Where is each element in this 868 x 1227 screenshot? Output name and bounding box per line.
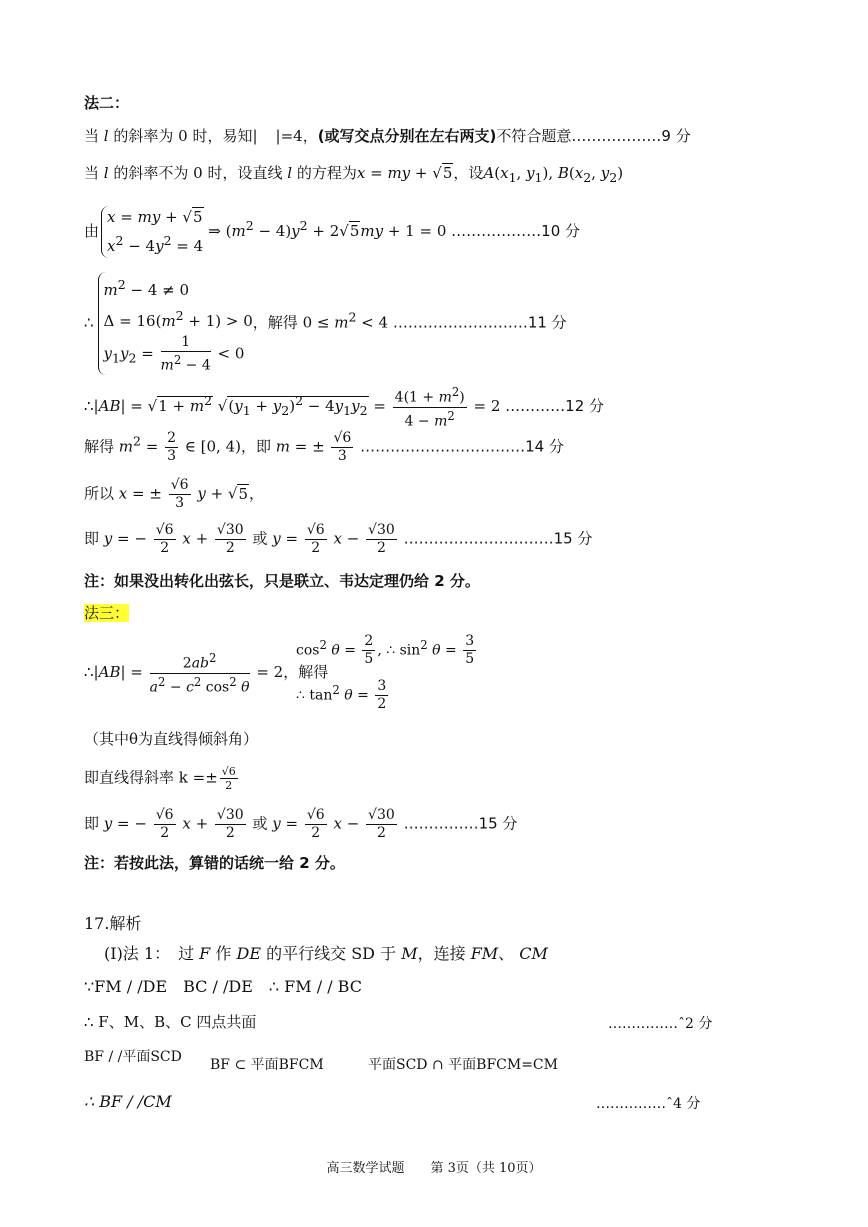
method3-heading: 法三：: [84, 604, 130, 622]
q17-line4c: 平面SCD ∩ 平面BFCM=CM: [368, 1057, 558, 1073]
method2-note: 注：如果没出转化出弦长，只是联立、韦达定理仍给 2 分。: [84, 572, 480, 590]
q17-score2: ……………ˆ2 分: [608, 1016, 713, 1032]
method3-note: 注：若按此法，算错的话统一给 2 分。: [84, 854, 345, 872]
method3-trig-line2: ∴ $\tan^2 \theta$ = $\frac{3}{2}$: [296, 678, 387, 712]
system-line: 由 x = my + √5 $x^2 - 4y^2 = 4$ ⇒ $(m^2 - 4)y^2 + 2√5my + 1 = 0$ ………………10 分: [84, 206, 580, 258]
q17-line1: (I)法 1： 过 F 作 DE 的平行线交 SD 于 M，连接 FM、 CM: [104, 944, 548, 963]
conditions-line: ∴ $m^2 - 4 \ne 0$ $\Delta = 16(m^2 + 1) > 0$ $y_1y_2$ = $\frac{1}{m^2 - 4}$ < 0 ，解得 $0 \le m^2 < 4$ ………………………11 分: [84, 272, 567, 375]
method3-slope-line: 即直线得斜率 k =± $\frac{√6}{2}$: [84, 765, 236, 792]
method3-trig-line1: $\cos^2 \theta$ = $\frac{2}{5}$ , ∴ $\sin^2 \theta$ = $\frac{3}{5}$: [296, 633, 475, 667]
method3-ab-line: ∴|AB| = $\frac{2ab^2}{a^2 - c^2 \cos^2 \theta}$ = 2，解得: [84, 651, 329, 696]
q17-score4: ……………ˆ4 分: [596, 1096, 701, 1112]
method2-line2: 当 l 的斜率不为 0 时，设直线 l 的方程为x = my + √5，设$A(x_1$, $y_1$), $B(x_2$, $y_2$): [84, 164, 624, 185]
method2-heading: 法二：: [84, 94, 130, 112]
q17-line5: ∴ BF / /CM: [84, 1092, 172, 1111]
q17-line3: ∴ F、M、B、C 四点共面: [84, 1013, 257, 1031]
suoyi-line: 所以 x = ± $\frac{√6}{3}$ y + √5，: [84, 477, 265, 511]
method3-paren-note: （其中θ为直线得倾斜角）: [84, 730, 259, 748]
solve-m-line: 解得 $m^2$ = $\frac{2}{3}$ ∈ [0, 4)，即 m = ± $\frac{√6}{3}$ ……………………………14 分: [84, 430, 564, 464]
q17-line4a: BF / /平面SCD: [84, 1049, 182, 1065]
q17-heading: 17.解析: [84, 914, 142, 933]
page-footer: 高三数学试题 第 3页（共 10页）: [326, 1161, 542, 1176]
method2-result-line: 即 y = − $\frac{√6}{2}$ x + $\frac{√30}{2}$ 或 y = $\frac{√6}{2}$ x − $\frac{√30}{2}$ …………………………15 分: [84, 522, 593, 556]
q17-line2: ∵FM / /DE BC / /DE ∴ FM / / BC: [84, 977, 362, 996]
method2-line1: 当 l 的斜率为 0 时，易知| |=4，(或写交点分别在左右两支)不符合题意………………9 分: [84, 127, 691, 145]
method3-result-line: 即 y = − $\frac{√6}{2}$ x + $\frac{√30}{2}$ 或 y = $\frac{√6}{2}$ x − $\frac{√30}{2}$ ……………15 分: [84, 807, 518, 841]
q17-line4b: BF ⊂ 平面BFCM: [210, 1057, 324, 1073]
ab-length-line: ∴|AB| = $√1 + m^2$ $√(y_1 + y_2)^2 - 4y_1y_2$ = $\frac{4(1 + m^2)}{4 - m^2}$ = 2 …………12 分: [84, 385, 605, 430]
